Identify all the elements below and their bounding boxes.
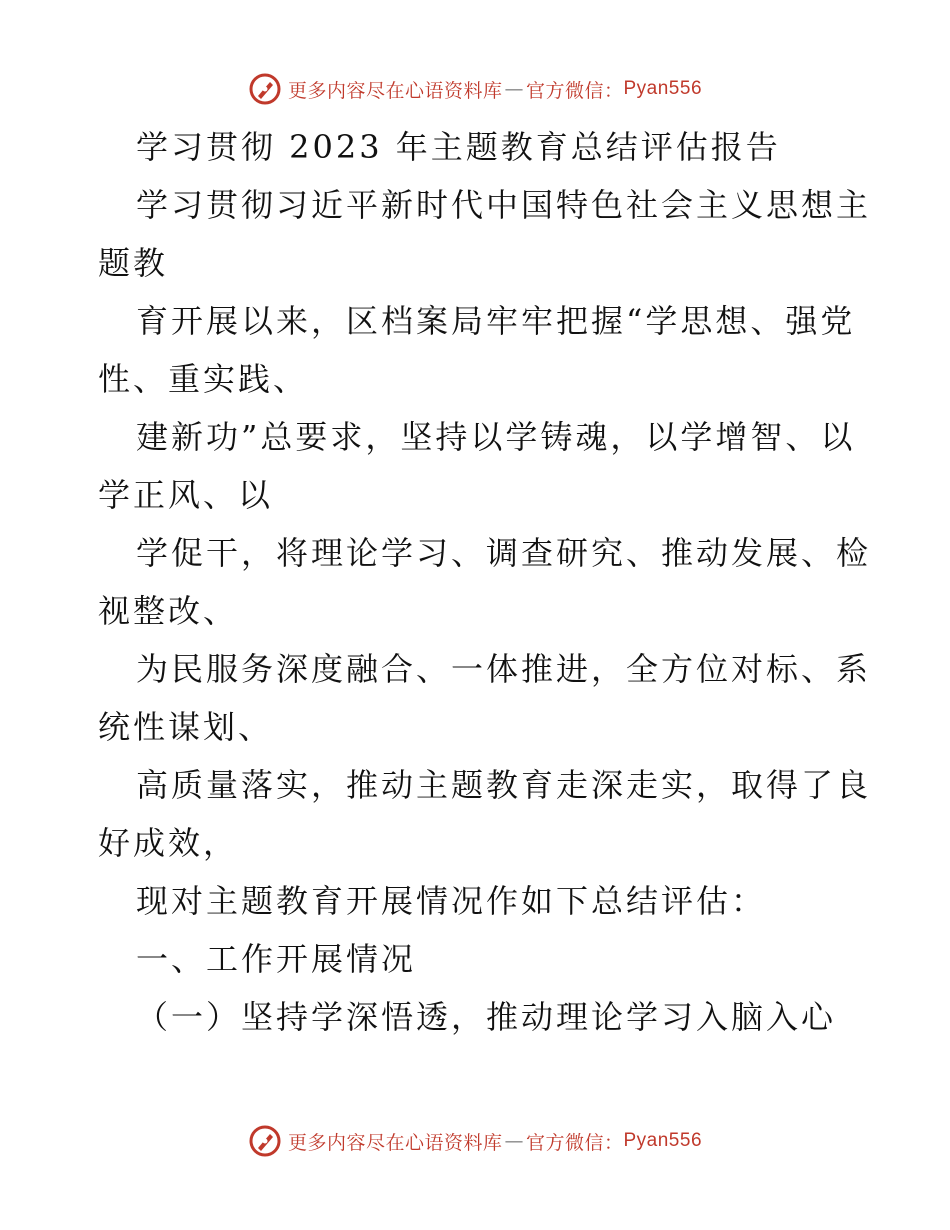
pen-logo-icon — [248, 1124, 282, 1158]
paragraph-line: 建新功”总要求，坚持以学铸魂，以学增智、以 — [136, 418, 856, 456]
footer-watermark — [0, 1124, 950, 1158]
document-title: 学习贯彻 2023 年主题教育总结评估报告 — [136, 128, 781, 166]
document-body — [98, 118, 872, 1046]
paragraph-line: 统性谋划、 — [98, 708, 274, 746]
paragraph-line: 视整改、 — [98, 592, 239, 630]
paragraph-line: 题教 — [98, 244, 169, 282]
paragraph-line: 学促干，将理论学习、调查研究、推动发展、检 — [136, 534, 872, 572]
watermark-wechat-id: Pyan556 — [623, 1130, 703, 1151]
watermark-dash: — — [504, 1130, 524, 1152]
paragraph-line: 育开展以来，区档案局牢牢把握“学思想、强党 — [136, 302, 856, 340]
watermark-wechat-id: Pyan556 — [623, 78, 703, 99]
paragraph-line: 高质量落实，推动主题教育走深走实，取得了良 — [136, 766, 872, 804]
subsection-heading: （一）坚持学深悟透，推动理论学习入脑入心 — [136, 998, 837, 1036]
paragraph-line: 为民服务深度融合、一体推进，全方位对标、系 — [136, 650, 872, 688]
watermark-wechat-label: 官方微信： — [525, 79, 624, 102]
pen-logo-icon — [248, 72, 282, 106]
watermark-wechat-label: 官方微信： — [525, 1131, 624, 1154]
paragraph-line: 学习贯彻习近平新时代中国特色社会主义思想主 — [136, 186, 872, 224]
paragraph-line: 现对主题教育开展情况作如下总结评估： — [136, 882, 767, 920]
paragraph-line: 好成效， — [98, 824, 239, 862]
watermark-text: 更多内容尽在心语资料库 — [287, 1131, 503, 1154]
watermark-dash: — — [504, 78, 524, 100]
watermark-text: 更多内容尽在心语资料库 — [287, 79, 503, 102]
paragraph-line: 学正风、以 — [98, 476, 274, 514]
section-heading: 一、工作开展情况 — [136, 940, 417, 978]
paragraph-line: 性、重实践、 — [98, 360, 309, 398]
header-watermark — [0, 72, 950, 106]
